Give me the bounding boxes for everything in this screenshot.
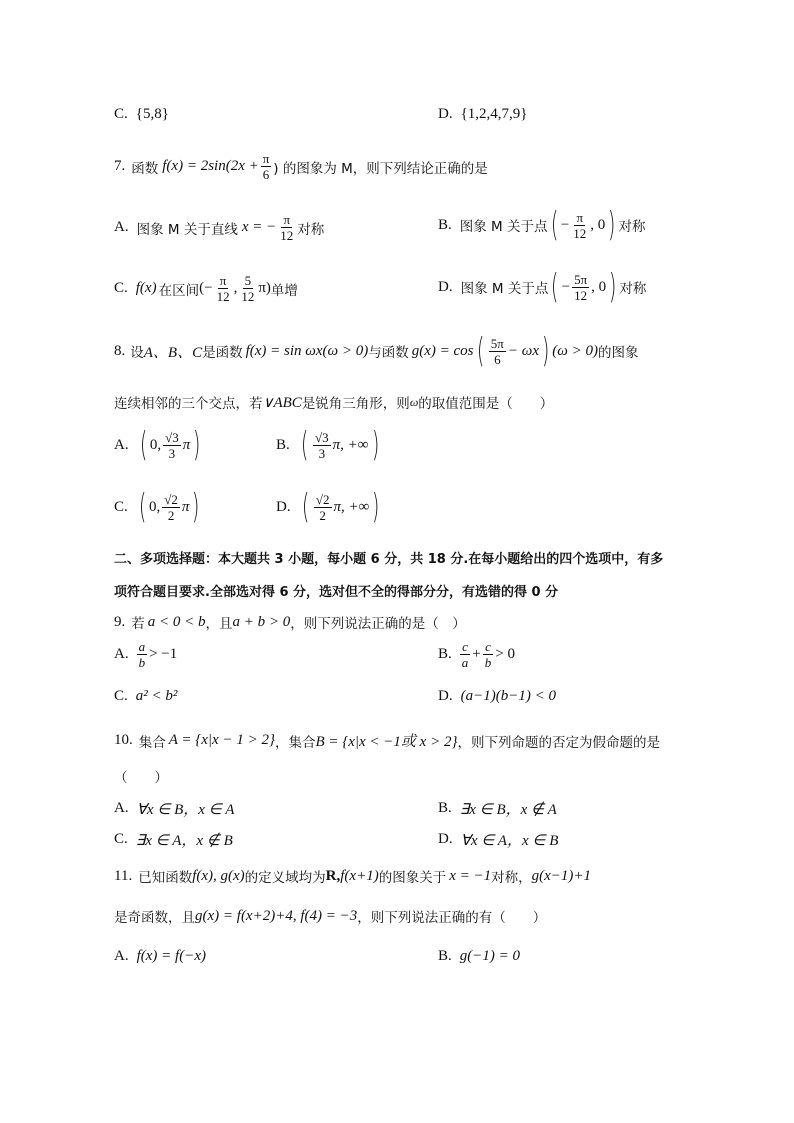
numerator: c	[462, 639, 468, 654]
formula: g(−1) = 0	[459, 948, 520, 964]
minus-sign: −	[560, 216, 570, 233]
q10-answer-paren: （ ）	[114, 770, 168, 786]
numerator: √3	[165, 429, 179, 445]
formula: f(x+1)	[340, 867, 379, 884]
denominator: 3	[318, 445, 326, 461]
option-label: A.	[114, 800, 129, 816]
formula: ω	[409, 394, 419, 409]
q8-option-a	[114, 425, 204, 465]
option-text: 对称	[297, 221, 325, 238]
option-text: 在区间	[158, 282, 200, 299]
formula: a + b > 0	[232, 613, 291, 630]
q10-option-b	[438, 798, 557, 819]
numerator: 5	[244, 273, 252, 288]
formula: A、B、C	[143, 344, 203, 361]
q8-option-d	[276, 487, 383, 527]
fraction	[571, 211, 588, 240]
section-heading-line2: 项符合题目要求.全部选对得 6 分，选对但不全的得部分分，有选错的得 0 分	[114, 585, 559, 600]
q9-option-b	[438, 640, 515, 669]
numerator: π	[283, 212, 291, 227]
plus-sign: +	[472, 646, 481, 662]
fraction	[215, 274, 232, 303]
numerator: π	[262, 151, 270, 166]
q9-stem	[114, 612, 466, 632]
stem-text: ) 的图象为 M，则下列结论正确的是	[273, 160, 488, 177]
formula: f(x)	[135, 280, 157, 296]
formula: π, +∞	[333, 498, 370, 515]
stem-text: 是奇函数，且	[114, 910, 195, 926]
option-text: 对称	[618, 219, 646, 235]
option-label: A.	[114, 436, 129, 453]
denominator: 6	[262, 167, 270, 182]
fraction	[489, 337, 506, 366]
numerator: √3	[315, 429, 329, 445]
option-label: B.	[276, 436, 290, 453]
option-label: C.	[114, 106, 128, 122]
paren-right: )	[609, 267, 617, 307]
stem-text: 是锐角三角形，则	[301, 396, 410, 412]
question-number: 7.	[114, 158, 126, 174]
question-number: 11.	[114, 867, 133, 884]
option-label: B.	[438, 800, 452, 816]
option-label: A.	[114, 219, 129, 235]
q11-stem-line2	[114, 906, 546, 926]
denominator: 12	[280, 228, 294, 243]
stem-text: 集合	[138, 734, 166, 751]
fraction	[483, 640, 494, 669]
option-label: D.	[438, 688, 453, 704]
paren-left: (	[476, 331, 484, 371]
numerator: c	[485, 639, 491, 654]
stem-text: 是函数	[202, 345, 243, 361]
formula: > −1	[149, 646, 178, 662]
q7-option-b	[438, 205, 646, 245]
option-text: 图象 M 关于直线	[136, 221, 238, 238]
denominator: 12	[574, 287, 588, 303]
formula: (ω > 0)	[552, 342, 598, 359]
q8-option-b	[276, 425, 382, 465]
fraction	[137, 640, 148, 669]
option-label: A.	[114, 948, 129, 964]
option-label: D.	[276, 498, 291, 515]
q10-option-a	[114, 798, 234, 819]
option-text: 图象 M 关于点	[460, 281, 549, 297]
formula: − ωx	[507, 342, 539, 359]
stem-text: 若	[131, 616, 145, 632]
fraction	[314, 493, 332, 522]
q7-stem	[114, 152, 488, 181]
fraction	[572, 273, 589, 302]
option-label: D.	[438, 106, 453, 122]
numerator: 5π	[490, 335, 504, 351]
q8-stem	[114, 331, 639, 371]
formula: a² < b²	[135, 688, 178, 704]
question-number: 10.	[114, 732, 133, 748]
option-label: D.	[438, 278, 453, 295]
numerator: π	[576, 209, 584, 225]
q10-option-d	[438, 829, 558, 850]
formula: ∀x ∈ B，x ∈ A	[136, 802, 235, 818]
paren-left: (	[301, 487, 309, 527]
denominator: 12	[216, 289, 230, 304]
stem-text: 与函数	[368, 345, 409, 361]
denominator: a	[461, 655, 469, 670]
stem-text: 的取值范围是（ ）	[418, 396, 554, 412]
q7-option-d	[438, 267, 647, 307]
paren-left: (	[300, 425, 309, 465]
q9-option-d	[438, 688, 556, 705]
stem-text: 已知函数	[138, 870, 193, 886]
fraction	[278, 213, 295, 242]
formula: π	[181, 498, 190, 515]
paren-left: (	[550, 205, 558, 245]
numerator: π	[219, 273, 227, 288]
q6-option-c	[114, 106, 169, 123]
option-label: B.	[438, 216, 452, 233]
q7-option-a	[114, 213, 324, 242]
fraction	[313, 431, 331, 460]
paren-left: (	[138, 487, 147, 527]
denominator: b	[138, 655, 146, 670]
formula: , 0	[590, 216, 606, 233]
option-text: 图象 M 关于点	[459, 219, 548, 235]
stem-text: ，则下列命题的否定为假命题的是	[457, 734, 660, 751]
formula: > 0	[495, 646, 515, 662]
minus-sign: −	[561, 278, 571, 295]
formula: f(x) = sin ωx(ω > 0)	[245, 342, 369, 359]
stem-text: 的定义域均为	[244, 870, 326, 886]
comma: ,	[233, 280, 238, 296]
stem-text: 的图象关于	[378, 870, 447, 886]
numerator: 5π	[574, 271, 588, 287]
numerator: a	[138, 639, 146, 654]
formula: B = {x|x < −1或 x > 2}	[315, 734, 458, 750]
option-label: B.	[438, 948, 452, 964]
denominator: 3	[168, 445, 176, 461]
stem-text: 对称，	[491, 870, 532, 886]
q11-option-a	[114, 948, 206, 965]
q8-option-c	[114, 487, 203, 527]
stem-text: 函数	[131, 160, 159, 177]
option-label: C.	[114, 831, 128, 847]
paren-right: )	[608, 205, 616, 245]
denominator: 12	[573, 225, 587, 241]
section-heading: 二、多项选择题：本大题共 3 小题，每小题 6 分，共 18 分.在每小题给出的四个选项中，有多	[114, 552, 664, 567]
stem-text: ，则下列说法正确的是（ ）	[290, 616, 466, 632]
stem-text: 连续相邻的三个交点，若	[114, 396, 263, 412]
q11-stem	[114, 866, 591, 886]
formula: ∃x ∈ A，x ∉ B	[135, 833, 233, 849]
option-label: B.	[438, 646, 452, 662]
stem-text: 的图象	[597, 345, 639, 361]
option-text: 单增	[270, 282, 298, 299]
fraction	[460, 640, 471, 669]
denominator: 2	[319, 507, 326, 523]
paren-left: (	[551, 267, 559, 307]
option-label: C.	[114, 280, 128, 296]
q11-option-b	[438, 948, 520, 965]
q9-option-a	[114, 640, 177, 669]
option-label: C.	[114, 498, 128, 515]
q9-option-c	[114, 688, 177, 705]
paren-right: )	[371, 425, 379, 465]
paren-left: (	[139, 425, 147, 465]
formula: π, +∞	[332, 436, 369, 453]
q10-stem	[114, 730, 660, 751]
formula: f(x) = f(−x)	[136, 948, 206, 964]
formula: , 0	[591, 278, 607, 295]
formula: R,	[325, 867, 341, 884]
formula: a < 0 < b	[147, 613, 206, 630]
fraction	[239, 274, 256, 303]
formula: x = −	[241, 219, 277, 235]
formula: ∃x ∈ B，x ∉ A	[459, 802, 557, 818]
formula: ∀x ∈ A，x ∈ B	[460, 833, 559, 849]
formula: x = −1	[449, 867, 492, 884]
denominator: 2	[167, 507, 175, 523]
denominator: b	[484, 655, 492, 670]
denominator: 6	[494, 351, 501, 367]
option-label: C.	[114, 688, 128, 704]
stem-text: ，则下列说法正确的有（ ）	[357, 910, 547, 926]
formula: 0,	[149, 498, 161, 515]
fraction	[261, 152, 272, 181]
q8-stem-line2	[114, 392, 553, 412]
option-text: {1,2,4,7,9}	[460, 106, 528, 122]
paren-right: )	[372, 487, 380, 527]
stem-text: ，集合	[274, 734, 316, 751]
formula: π	[182, 436, 191, 453]
paren-right: )	[541, 331, 550, 371]
option-text: 对称	[619, 281, 647, 297]
formula: f(x) = 2sin(2x +	[162, 158, 259, 174]
q10-option-c	[114, 829, 233, 850]
denominator: 12	[241, 289, 255, 304]
formula: ∨ABC	[262, 394, 302, 411]
formula: A = {x|x − 1 > 2}	[168, 732, 275, 748]
formula: g(x−1)+1	[531, 867, 592, 884]
stem-text: ，且	[205, 616, 233, 632]
formula: 0,	[149, 436, 162, 453]
q7-option-c	[114, 274, 298, 303]
option-label: D.	[438, 831, 453, 847]
question-number: 8.	[114, 342, 126, 359]
option-label: A.	[114, 646, 129, 662]
formula: π)	[258, 280, 271, 296]
stem-text: 设	[130, 345, 144, 361]
q6-option-d	[438, 106, 528, 123]
formula: (a−1)(b−1) < 0	[460, 688, 556, 704]
fraction	[162, 493, 180, 522]
formula: g(x) = f(x+2)+4, f(4) = −3	[195, 907, 358, 924]
formula: f(x), g(x)	[192, 867, 245, 884]
formula: g(x) = cos	[411, 342, 474, 359]
question-number: 9.	[114, 613, 126, 630]
paren-right: )	[192, 487, 200, 527]
fraction	[163, 431, 181, 460]
numerator: √2	[315, 491, 330, 507]
option-text: {5,8}	[135, 106, 169, 122]
paren-right: )	[193, 425, 201, 465]
formula: (−	[199, 280, 213, 296]
numerator: √2	[164, 491, 178, 507]
